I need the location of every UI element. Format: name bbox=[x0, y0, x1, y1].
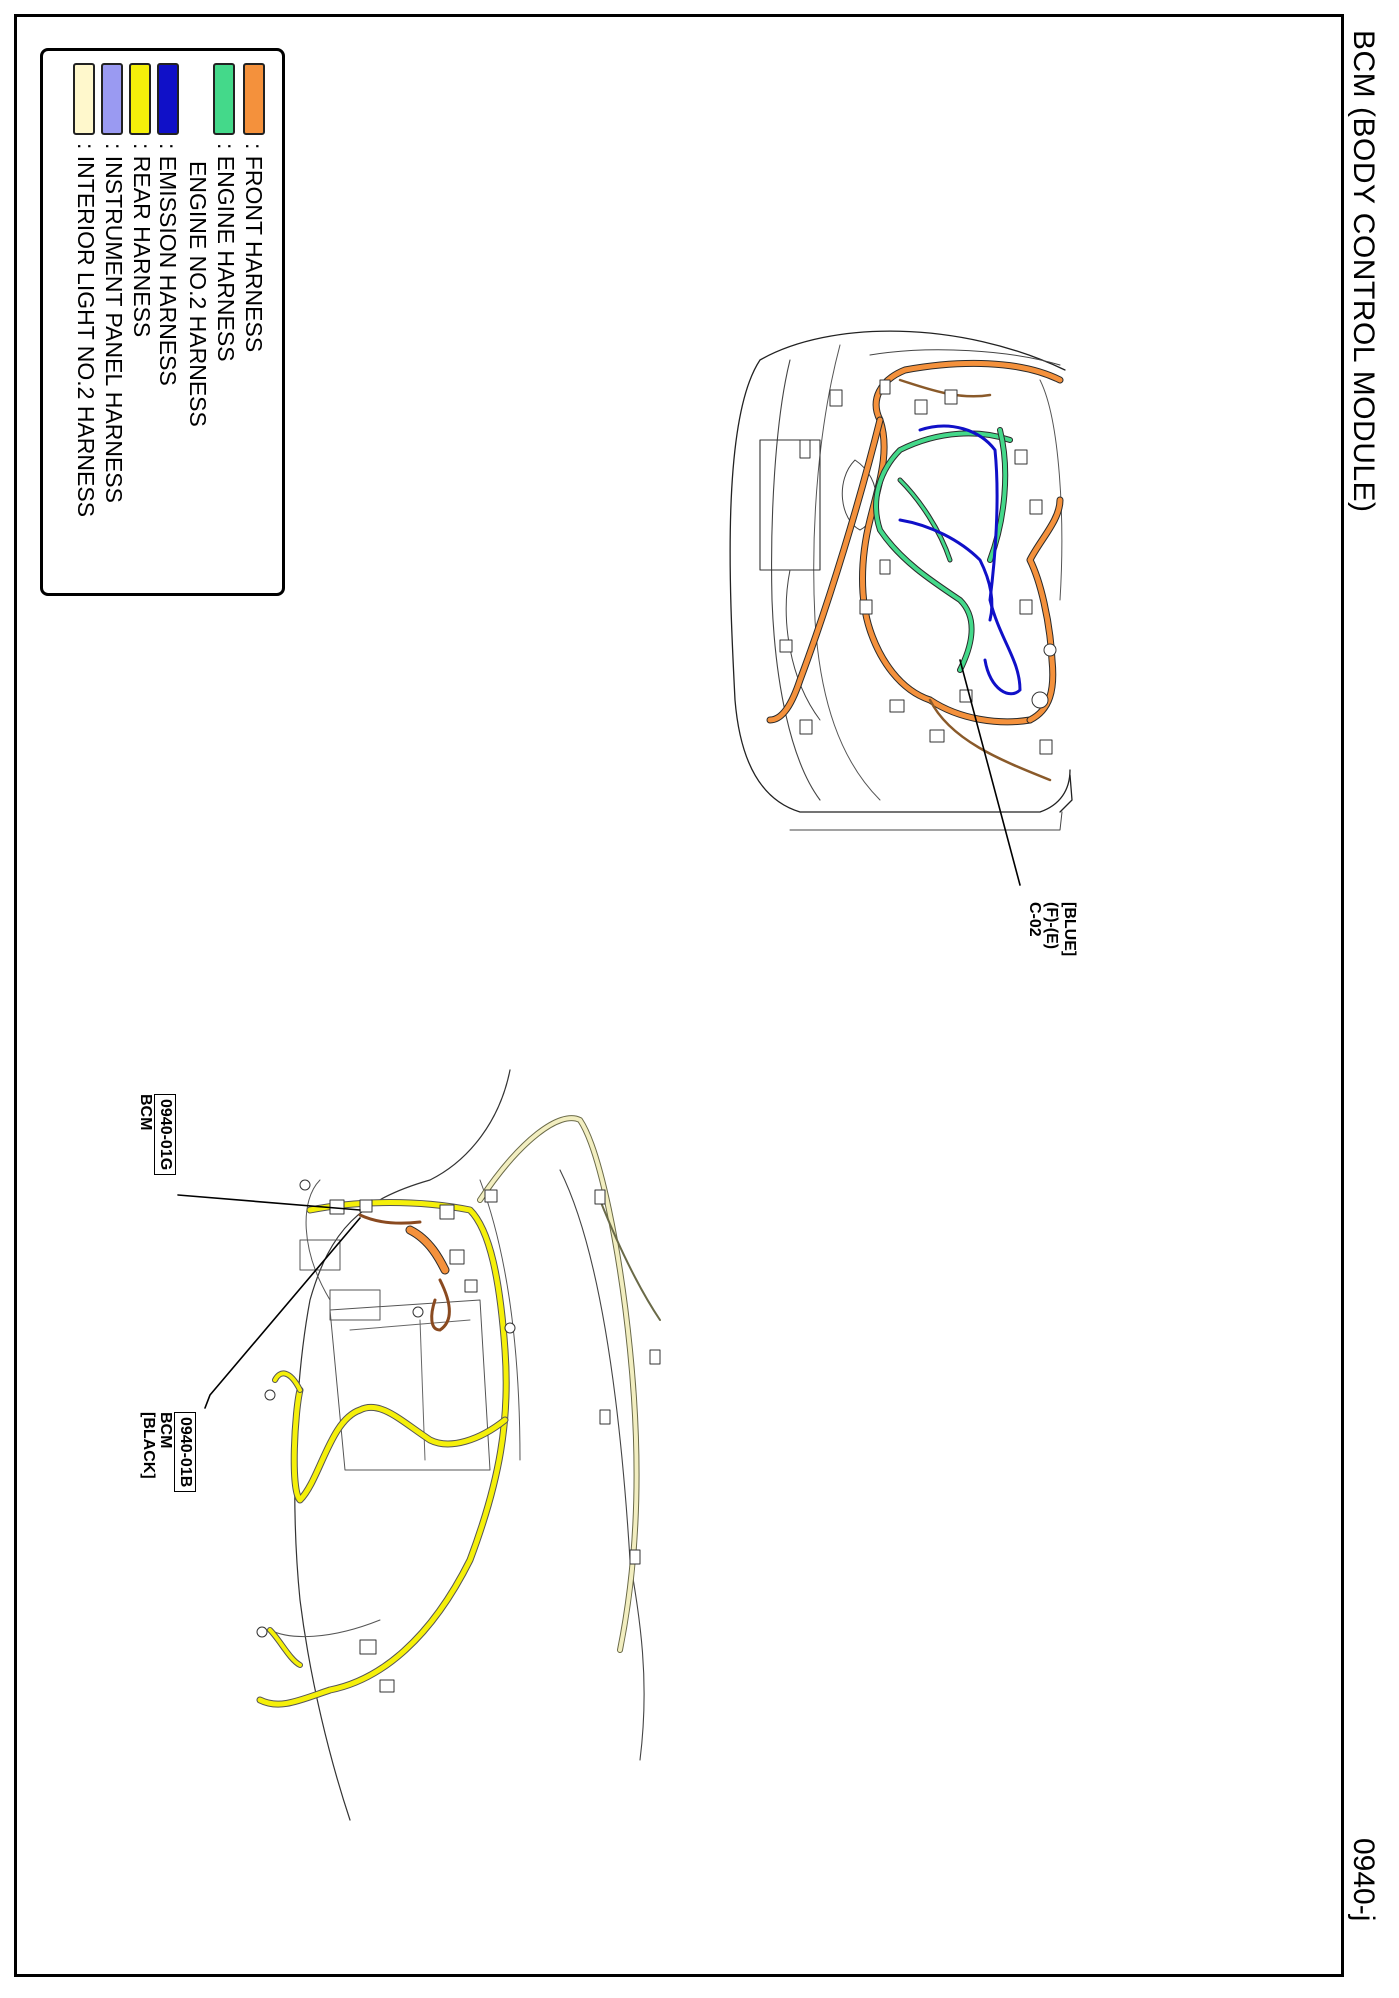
callout-bcm-b-code: 0940-01B bbox=[174, 1412, 196, 1492]
callout-bcm-g-name: BCM bbox=[137, 1094, 155, 1131]
bcm-connector-01g-callout bbox=[137, 1094, 176, 1175]
callout-connector-color: [BLUE] bbox=[1061, 902, 1078, 957]
bcm-connector-01b-callout bbox=[139, 1412, 196, 1492]
legend-label-interior-light: : INTERIOR LIGHT NO.2 HARNESS bbox=[73, 143, 99, 518]
legend-label-rear: : REAR HARNESS bbox=[129, 143, 155, 338]
callout-bcm-b-name: BCM bbox=[157, 1412, 175, 1449]
legend-label-engine-no2: ENGINE NO.2 HARNESS bbox=[185, 161, 211, 427]
callout-bcm-b-color: [BLACK] bbox=[139, 1412, 157, 1479]
callout-connector-code: C-02 bbox=[1025, 902, 1043, 937]
engine-bay-connector-callout bbox=[1025, 902, 1078, 956]
legend-label-instrument-panel: : INSTRUMENT PANEL HARNESS bbox=[101, 143, 127, 503]
legend-label-emission: : EMISSION HARNESS bbox=[155, 143, 181, 386]
interior-view bbox=[178, 1070, 660, 1820]
callout-connector-pins: (F)-(E) bbox=[1043, 902, 1061, 950]
page-code: 0940-j bbox=[1347, 1838, 1380, 1922]
engine-bay-view bbox=[730, 331, 1072, 885]
page-title: BCM (BODY CONTROL MODULE) bbox=[1347, 30, 1380, 513]
callout-bcm-g-code: 0940-01G bbox=[154, 1094, 176, 1175]
legend-label-engine: : ENGINE HARNESS bbox=[213, 143, 239, 362]
legend-label-front: : FRONT HARNESS bbox=[241, 143, 267, 353]
